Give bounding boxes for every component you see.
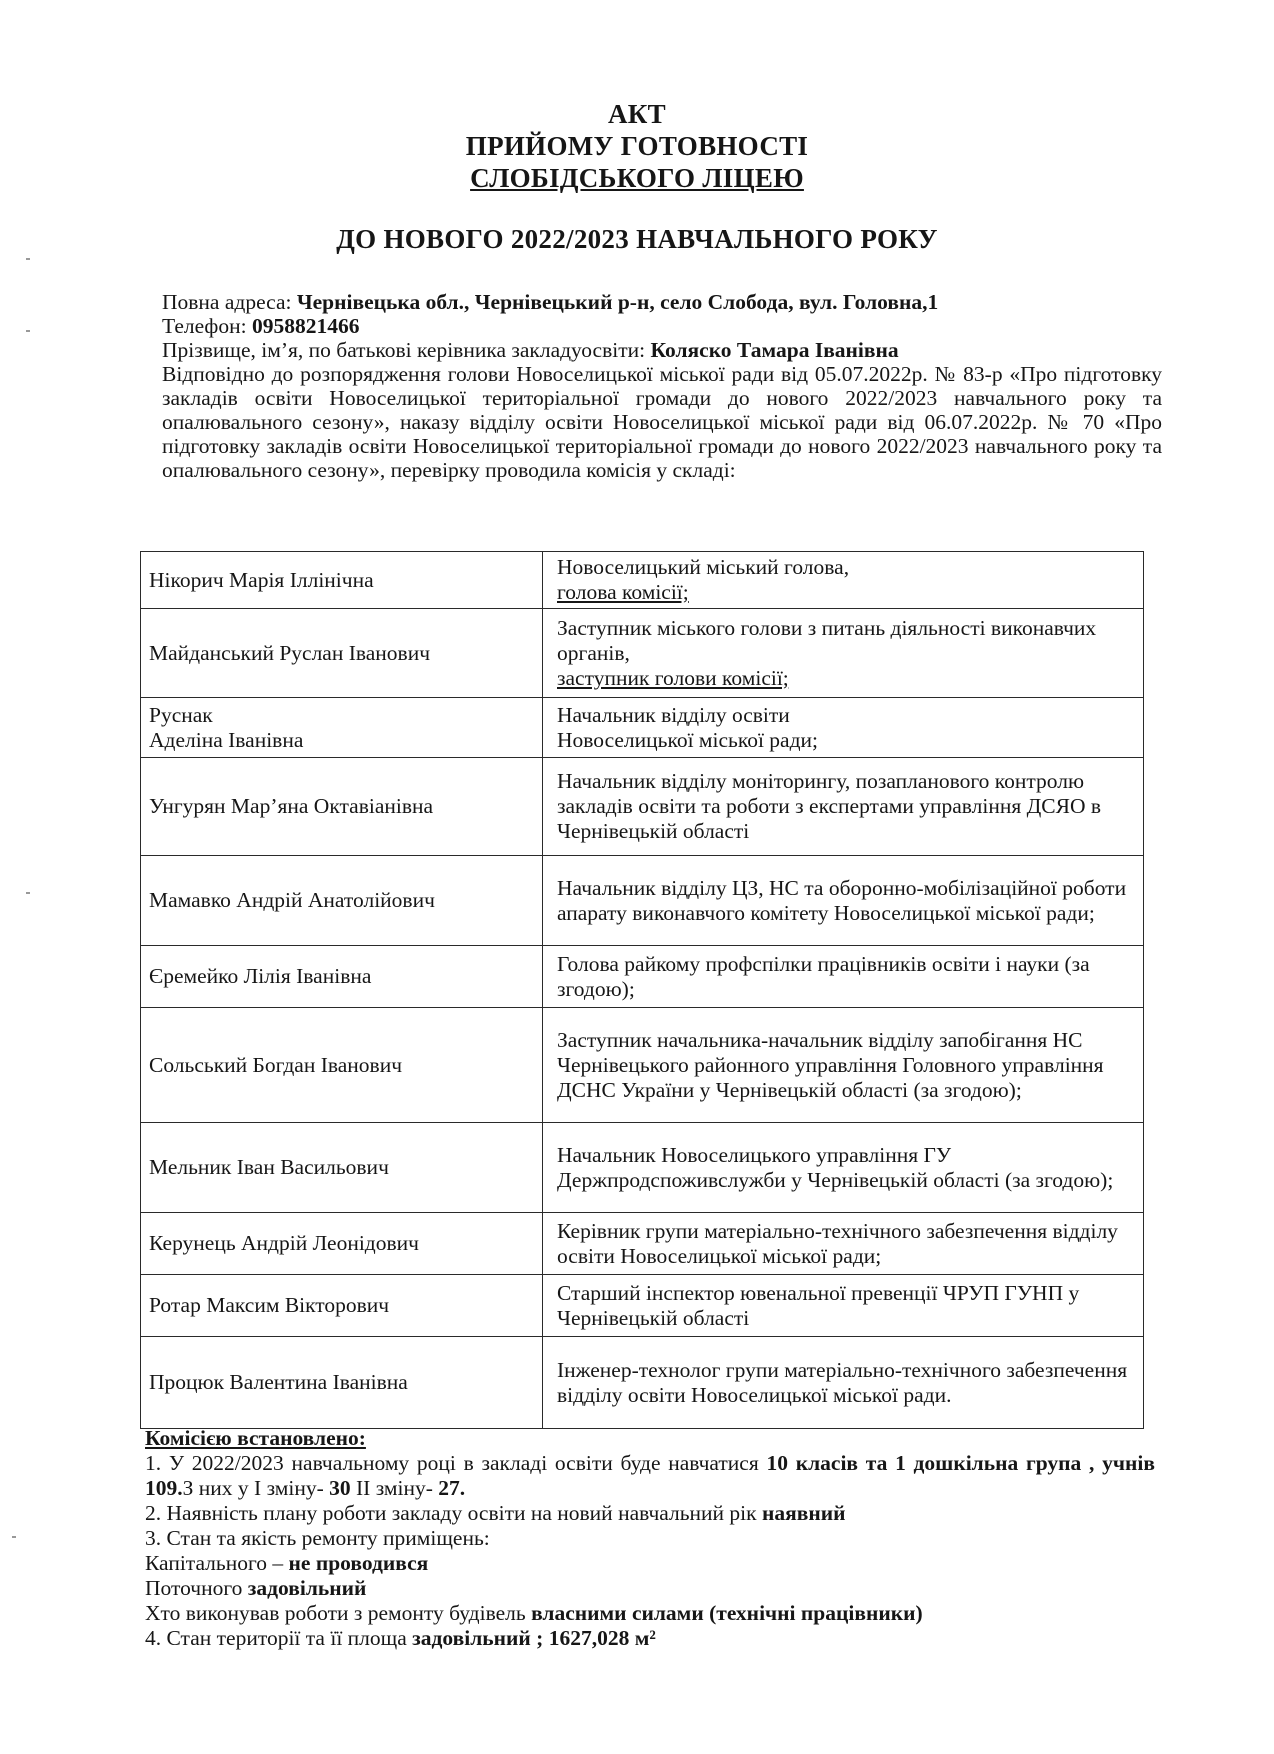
- member-name: Унгурян Мар’яна Октавіанівна: [141, 758, 543, 856]
- table-row: [141, 856, 1144, 946]
- intro-section: [162, 290, 1162, 482]
- member-name: Мельник Іван Васильович: [141, 1123, 543, 1213]
- head-value: Коляско Тамара Іванівна: [650, 338, 899, 362]
- member-name: Руснак Аделіна Іванівна: [141, 698, 543, 758]
- member-position: Заступник міського голови з питань діяльності виконавчих органів, заступник голови комісії;: [543, 609, 1144, 698]
- phone-label: Телефон:: [162, 314, 252, 338]
- committee-table: [140, 551, 1144, 1429]
- member-position: Керівник групи матеріально-технічного забезпечення відділу освіти Новоселицької міської ради;: [543, 1213, 1144, 1275]
- member-position: Новоселицький міський голова, голова комісії;: [543, 552, 1144, 609]
- member-name: Нікорич Марія Іллінічна: [141, 552, 543, 609]
- table-row: [141, 946, 1144, 1008]
- table-row: [141, 552, 1144, 609]
- member-position: Голова райкому профспілки працівників освіти і науки (за згодою);: [543, 946, 1144, 1008]
- finding-capital-repair: Капітального – не проводився: [145, 1551, 429, 1575]
- document-title: [0, 98, 1274, 255]
- member-name: Сольський Богдан Іванович: [141, 1008, 543, 1123]
- table-row: [141, 1213, 1144, 1275]
- member-position: Старший інспектор ювенальної превенції ЧРУП ГУНП у Чернівецькій області: [543, 1275, 1144, 1337]
- member-position: Начальник відділу освіти Новоселицької міської ради;: [543, 698, 1144, 758]
- finding-item-1: 1. У 2022/2023 навчальному році в закладі освіти буде навчатися 10 класів та 1 дошкільна група , учнів 109.З них у І зміну- 30 ІІ зміну- 27.: [145, 1451, 1155, 1500]
- findings-header: Комісією встановлено:: [145, 1426, 366, 1450]
- phone-value: 0958821466: [251, 314, 360, 338]
- intro-paragraph: Відповідно до розпорядження голови Новоселицької міської ради від 05.07.2022р. № 83-р «Про підготовку закладів освіти Новоселицької територіальної громади до нового 2022/2023 навчального року та опалювального сезону», наказу відділу освіти Новоселицької міської ради від 06.07.2022р. № 70 «Про підготовку закладів освіти Новоселицької територіальної громади до нового 2022/2023 навчального року та опалювального сезону», перевірку проводила комісія у складі:: [162, 362, 1162, 482]
- member-name: Керунець Андрій Леонідович: [141, 1213, 543, 1275]
- table-row: [141, 1275, 1144, 1337]
- finding-item-2: 2. Наявність плану роботи закладу освіти на новий навчальний рік наявний: [145, 1501, 846, 1525]
- phone-line: [162, 314, 1162, 338]
- member-name: Майданський Руслан Іванович: [141, 609, 543, 698]
- member-name: Процюк Валентина Іванівна: [141, 1337, 543, 1429]
- table-row: [141, 609, 1144, 698]
- table-row: [141, 1008, 1144, 1123]
- member-name: Ротар Максим Вікторович: [141, 1275, 543, 1337]
- table-row: [141, 698, 1144, 758]
- head-line: [162, 338, 1162, 362]
- table-row: [141, 758, 1144, 856]
- scan-mark: [26, 258, 30, 260]
- member-role: голова комісії;: [557, 580, 689, 604]
- title-act: АКТ: [608, 99, 666, 129]
- address-value: Чернівецька обл., Чернівецький р-н, село Слобода, вул. Головна,1: [296, 290, 939, 314]
- member-position: Начальник відділу ЦЗ, НС та оборонно-мобілізаційної роботи апарату виконавчого комітету Новоселицької міської ради;: [543, 856, 1144, 946]
- head-label: Прізвище, ім’я, по батькові керівника закладуосвіти:: [162, 338, 651, 362]
- title-school: СЛОБІДСЬКОГО ЛІЦЕЮ: [470, 163, 804, 193]
- findings-section: [145, 1426, 1155, 1651]
- finding-current-repair: Поточного задовільний: [145, 1576, 367, 1600]
- table-row: [141, 1123, 1144, 1213]
- finding-repair-performer: Хто виконував роботи з ремонту будівель власними силами (технічні працівники): [145, 1601, 923, 1625]
- title-acceptance: ПРИЙОМУ ГОТОВНОСТІ: [465, 131, 809, 161]
- member-role: заступник голови комісії;: [557, 665, 789, 690]
- member-position: Начальник Новоселицького управління ГУ Держпродспоживслужби у Чернівецькій області (за згодою);: [543, 1123, 1144, 1213]
- member-name: Мамавко Андрій Анатолійович: [141, 856, 543, 946]
- address-line: [162, 290, 1162, 314]
- member-position: Заступник начальника-начальник відділу запобігання НС Чернівецького районного управління Головного управління ДСНС України у Чернівецькій області (за згодою);: [543, 1008, 1144, 1123]
- member-position: Інженер-технолог групи матеріально-технічного забезпечення відділу освіти Новоселицької міської ради.: [543, 1337, 1144, 1429]
- member-name: Єремейко Лілія Іванівна: [141, 946, 543, 1008]
- scan-mark: [26, 330, 30, 332]
- title-year: ДО НОВОГО 2022/2023 НАВЧАЛЬНОГО РОКУ: [336, 224, 938, 254]
- scan-mark: [26, 892, 30, 894]
- member-position: Начальник відділу моніторингу, позапланового контролю закладів освіти та роботи з експертами управління ДСЯО в Чернівецькій області: [543, 758, 1144, 856]
- scan-mark: [12, 1536, 16, 1538]
- finding-item-4: 4. Стан території та її площа задовільний ; 1627,028 м²: [145, 1626, 656, 1650]
- finding-item-3: 3. Стан та якість ремонту приміщень:: [145, 1526, 490, 1550]
- address-label: Повна адреса:: [162, 290, 297, 314]
- table-row: [141, 1337, 1144, 1429]
